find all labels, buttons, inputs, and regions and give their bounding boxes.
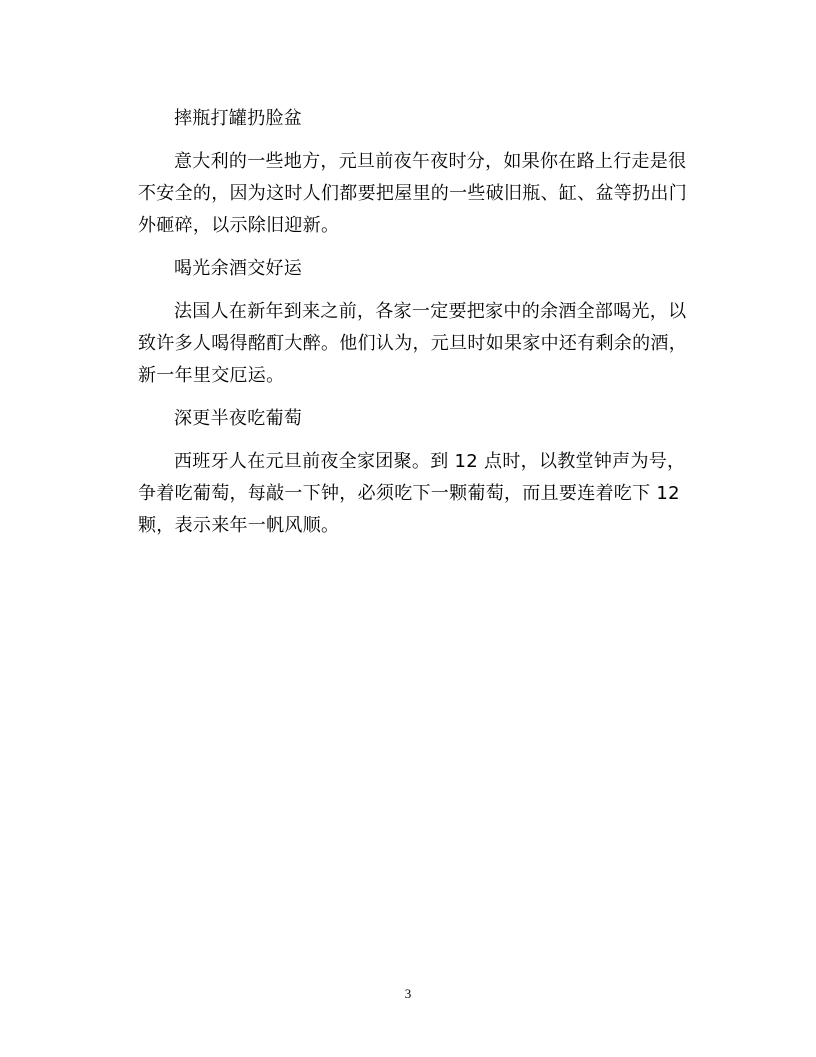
section-heading-smash-bottles: 摔瓶打罐扔脸盆 xyxy=(174,108,303,129)
section-paragraph-france: 法国人在新年到来之前，各家一定要把家中的余酒全部喝光，以致许多人喝得酩酊大醉。他们认为，元旦时如果家中还有剩余的酒，新一年里交厄运。 xyxy=(138,301,687,386)
section-paragraph-italy: 意大利的一些地方，元旦前夜午夜时分，如果你在路上行走是很不安全的，因为这时人们都要把屋里的一些破旧瓶、缸、盆等扔出门外砸碎，以示除旧迎新。 xyxy=(138,151,687,236)
section-paragraph-spain: 西班牙人在元旦前夜全家团聚。到 12 点时，以教堂钟声为号，争着吃葡萄，每敲一下钟，必须吃下一颗葡萄，而且要连着吃下 12 颗，表示来年一帆风顺。 xyxy=(138,451,686,536)
page-number: 3 xyxy=(404,986,412,1001)
section-heading-eat-grapes: 深更半夜吃葡萄 xyxy=(174,408,303,429)
section-heading-drink-wine: 喝光余酒交好运 xyxy=(174,258,303,279)
document-body xyxy=(138,103,698,553)
